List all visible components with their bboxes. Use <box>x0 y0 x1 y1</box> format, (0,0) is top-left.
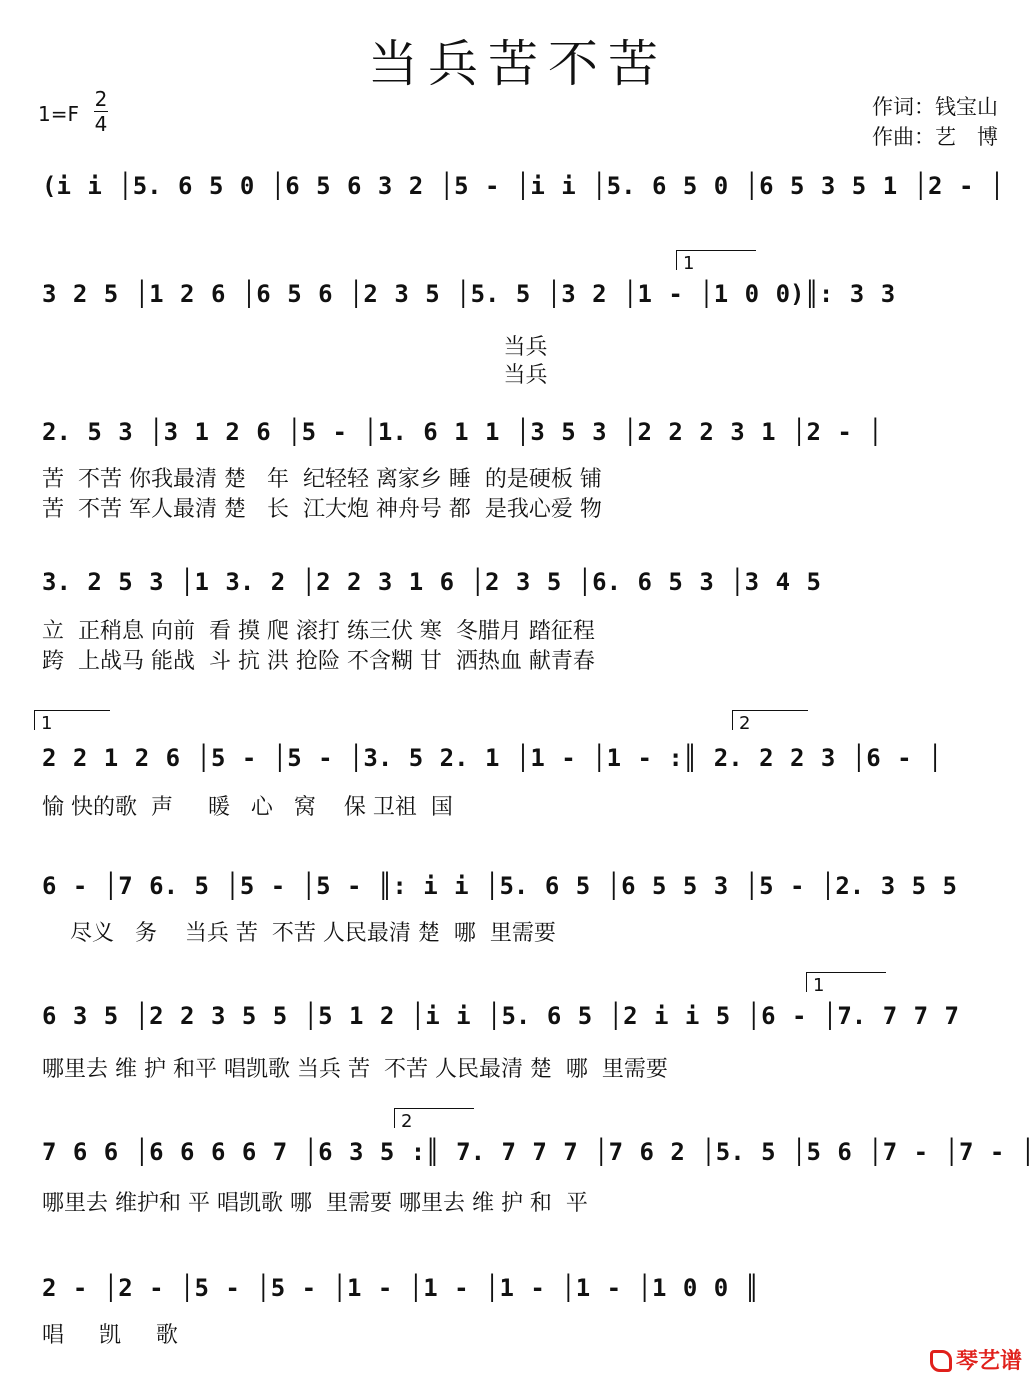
score-row-4 <box>34 562 1012 672</box>
notation-line: 3 2 5 │1 2 6 │6 5 6 │2 3 5 │5. 5 │3 2 │1 - │1 0 0)║: 3 3 <box>42 280 896 308</box>
song-title: 当兵苦不苦 <box>368 35 668 93</box>
time-sig-bottom: 4 <box>94 112 108 136</box>
lyric-line-1: 哪里去 维护和 平 唱凯歌 哪 里需要 哪里去 维 护 和 平 <box>42 1191 588 1216</box>
time-sig-top: 2 <box>94 87 108 111</box>
lyric-line-1: 愉 快的歌 声 暖 心 窝 保 卫祖 国 <box>42 795 453 820</box>
score-row-9 <box>34 1268 1012 1358</box>
lyric-line-1: 唱 凯 歌 <box>42 1323 178 1348</box>
volta-bracket: 2 <box>394 1108 474 1128</box>
lyric-line-2: 跨 上战马 能战 斗 抗 洪 抢险 不含糊 甘 洒热血 献青春 <box>42 649 595 674</box>
lyric-line-1: 立 正稍息 向前 看 摸 爬 滚打 练三伏 寒 冬腊月 踏征程 <box>42 619 595 644</box>
volta-bracket: 1 <box>676 250 756 270</box>
lyric-line-1: 当兵 <box>42 335 548 360</box>
notation-line: (i i │5. 6 5 0 │6 5 6 3 2 │5 - │i i │5. 6 5 0 │6 5 3 5 1 │2 - │ <box>42 172 1005 200</box>
lyric-line-2: 苦 不苦 军人最清 楚 长 江大炮 神舟号 都 是我心爱 物 <box>42 497 602 522</box>
lyric-line-1: 哪里去 维 护 和平 唱凯歌 当兵 苦 不苦 人民最清 楚 哪 里需要 <box>42 1057 668 1082</box>
score-row-8 <box>34 1108 1036 1218</box>
notation-line: 3. 2 5 3 │1 3. 2 │2 2 3 1 6 │2 3 5 │6. 6 5 3 │3 4 5 <box>42 568 821 596</box>
score-row-3 <box>34 412 1012 522</box>
notation-line: 7 6 6 │6 6 6 6 7 │6 3 5 :║ 7. 7 7 7 │7 6 2 │5. 5 │5 6 │7 - │7 - │ <box>42 1138 1036 1166</box>
credits <box>872 92 998 152</box>
lyric-line-1: 苦 不苦 你我最清 楚 年 纪轻轻 离家乡 睡 的是硬板 铺 <box>42 467 602 492</box>
score-row-6 <box>34 866 1012 956</box>
composer-credit: 作曲：艺 博 <box>872 125 998 149</box>
notation-line: 2. 5 3 │3 1 2 6 │5 - │1. 6 1 1 │3 5 3 │2 2 2 3 1 │2 - │ <box>42 418 883 446</box>
volta-bracket: 1 <box>806 972 886 992</box>
key-signature: 1=F <box>38 102 79 126</box>
watermark-text: 琴艺谱 <box>955 1349 1022 1374</box>
lyric-line-2: 当兵 <box>42 363 548 388</box>
volta-bracket-1: 1 <box>34 710 110 730</box>
notation-line: 2 - │2 - │5 - │5 - │1 - │1 - │1 - │1 - │1 0 0 ║ <box>42 1274 760 1302</box>
time-signature <box>94 88 108 135</box>
notation-line: 6 3 5 │2 2 3 5 5 │5 1 2 │i i │5. 6 5 │2 i i 5 │6 - │7. 7 7 7 <box>42 1002 959 1030</box>
score-row-5 <box>34 710 1012 830</box>
notation-line: 6 - │7 6. 5 │5 - │5 - ║: i i │5. 6 5 │6 5 5 3 │5 - │2. 3 5 5 <box>42 872 957 900</box>
score-row-7 <box>34 972 1012 1082</box>
score-row-2 <box>34 250 1012 390</box>
logo-icon <box>930 1350 952 1372</box>
lyric-line-1: 尽义 务 当兵 苦 不苦 人民最清 楚 哪 里需要 <box>42 921 556 946</box>
volta-bracket-2: 2 <box>732 710 808 730</box>
notation-line: 2 2 1 2 6 │5 - │5 - │3. 5 2. 1 │1 - │1 - :║ 2. 2 2 3 │6 - │ <box>42 744 943 772</box>
watermark-logo <box>930 1344 1022 1375</box>
lyricist-credit: 作词：钱宝山 <box>872 95 998 119</box>
score-row-1 <box>34 166 1012 226</box>
